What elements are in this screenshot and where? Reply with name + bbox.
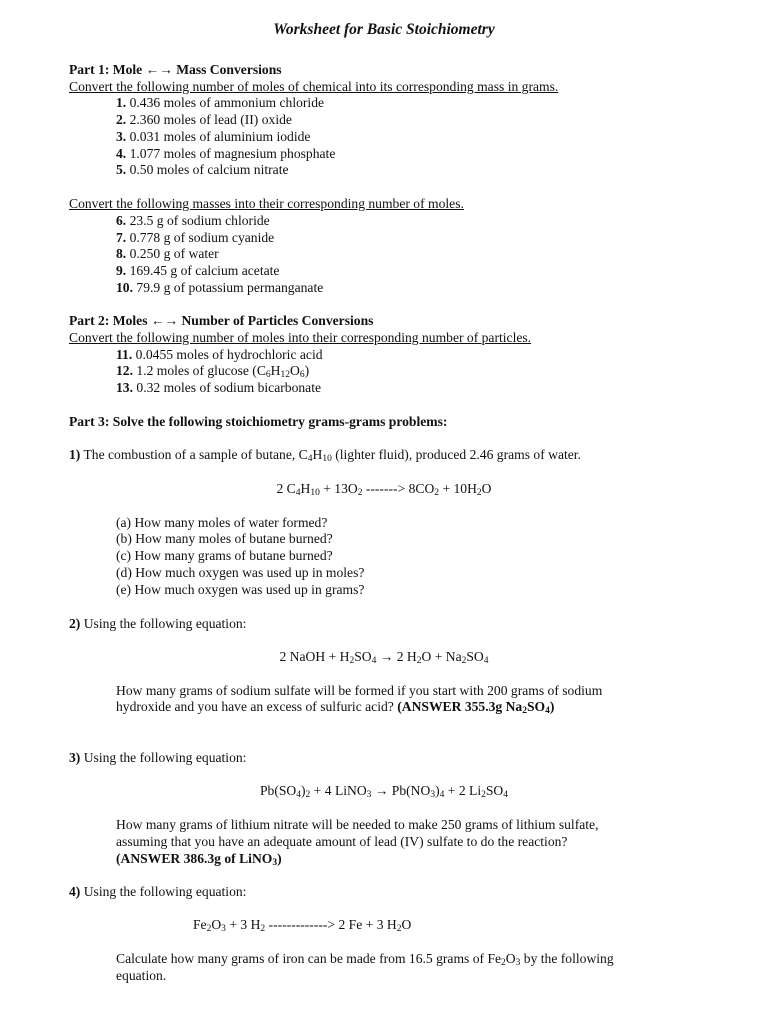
problem-1-part-b: (b) How many moles of butane burned? — [116, 531, 333, 546]
part2-instruction: Convert the following number of moles into their corresponding number of particles. — [69, 330, 532, 345]
problem-3-text-line-2: assuming that you have an adequate amount of lead (IV) sulfate to do the reaction? — [116, 834, 568, 849]
problem-2-text-line-1: How many grams of sodium sulfate will be formed if you start with 200 grams of sodium — [116, 683, 603, 698]
problem-1-part-d: (d) How much oxygen was used up in moles? — [116, 565, 365, 580]
problem-4-lead: 4) Using the following equation: — [69, 884, 247, 899]
problem-4-text-line-1: Calculate how many grams of iron can be made from 16.5 grams of $Fe_2O_3$ by the following — [116, 951, 614, 968]
problem-3-lead: 3) Using the following equation: — [69, 750, 247, 765]
part2-heading: Part 2: Moles ←→ Number of Particles Conversions — [69, 313, 374, 328]
problem-1-part-e: (e) How much oxygen was used up in grams? — [116, 582, 365, 597]
question-item-6: 6. 23.5 g of sodium chloride — [116, 213, 270, 228]
problem-2-equation: 2 NaOH + $H_2SO_4 \to 2$ $H_2O + Na_2SO_4$ — [279, 649, 489, 666]
problem-1-part-a: (a) How many moles of water formed? — [116, 515, 328, 530]
problem-1-equation: 2 $C_4H_{10} + 13O_2$ -------> $8CO_2 + 10H_2O$ — [276, 481, 492, 498]
question-item-4: 4. 1.077 moles of magnesium phosphate — [116, 146, 336, 161]
question-item-11: 11. 0.0455 moles of hydrochloric acid — [116, 347, 323, 362]
question-item-7: 7. 0.778 g of sodium cyanide — [116, 230, 275, 245]
question-item-2: 2. 2.360 moles of lead (II) oxide — [116, 112, 292, 127]
problem-4-text-line-2: equation. — [116, 968, 167, 983]
question-item-9: 9. 169.45 g of calcium acetate — [116, 263, 280, 278]
problem-2-lead: 2) Using the following equation: — [69, 616, 247, 631]
question-item-8: 8. 0.250 g of water — [116, 246, 219, 261]
problem-3-text-line-1: How many grams of lithium nitrate will be needed to make 250 grams of lithium sulfate, — [116, 817, 599, 832]
problem-2-answer: (ANSWER 355.3g $Na_2SO_4$) — [397, 699, 555, 716]
question-item-3: 3. 0.031 moles of aluminium iodide — [116, 129, 311, 144]
question-item-1: 1. 0.436 moles of ammonium chloride — [116, 95, 325, 110]
problem-2-text-line-2: hydroxide and you have an excess of sulfuric acid? (ANSWER 355.3g $Na_2SO_4$) — [116, 699, 555, 716]
problem-3-equation: $Pb(SO_4)_2 + 4$ LiNO$_3$ → $Pb(NO_3)_4 + 2$ $Li_2SO_4$ — [259, 783, 508, 800]
problem-1-statement: 1) The combustion of a sample of butane, $C_4H_{10}$ (lighter fluid), produced 2.46 grams of water. — [69, 447, 581, 464]
problem-1-part-c: (c) How many grams of butane burned? — [116, 548, 333, 563]
part1-instruction-a: Convert the following number of moles of chemical into its corresponding mass in grams. — [69, 79, 559, 94]
question-item-13: 13. 0.32 moles of sodium bicarbonate — [116, 380, 322, 395]
question-item-12: 12. 1.2 moles of glucose $(C_6H_{12}O_6)$ — [116, 363, 310, 380]
part1-instruction-b: Convert the following masses into their corresponding number of moles. — [69, 196, 464, 211]
problem-4-equation: $Fe_2O_3 + 3$ $H_2$ -------------> 2 Fe + 3 $H_2O$ — [193, 917, 412, 934]
page-title: Worksheet for Basic Stoichiometry — [273, 21, 495, 38]
problem-3-answer: (ANSWER 386.3g of LiNO$_3$) — [116, 851, 282, 868]
part3-heading: Part 3: Solve the following stoichiometry grams-grams problems: — [69, 414, 448, 429]
question-item-10: 10. 79.9 g of potassium permanganate — [116, 280, 324, 295]
part1-heading: Part 1: Mole ←→ Mass Conversions — [69, 62, 282, 77]
question-item-5: 5. 0.50 moles of calcium nitrate — [116, 162, 289, 177]
